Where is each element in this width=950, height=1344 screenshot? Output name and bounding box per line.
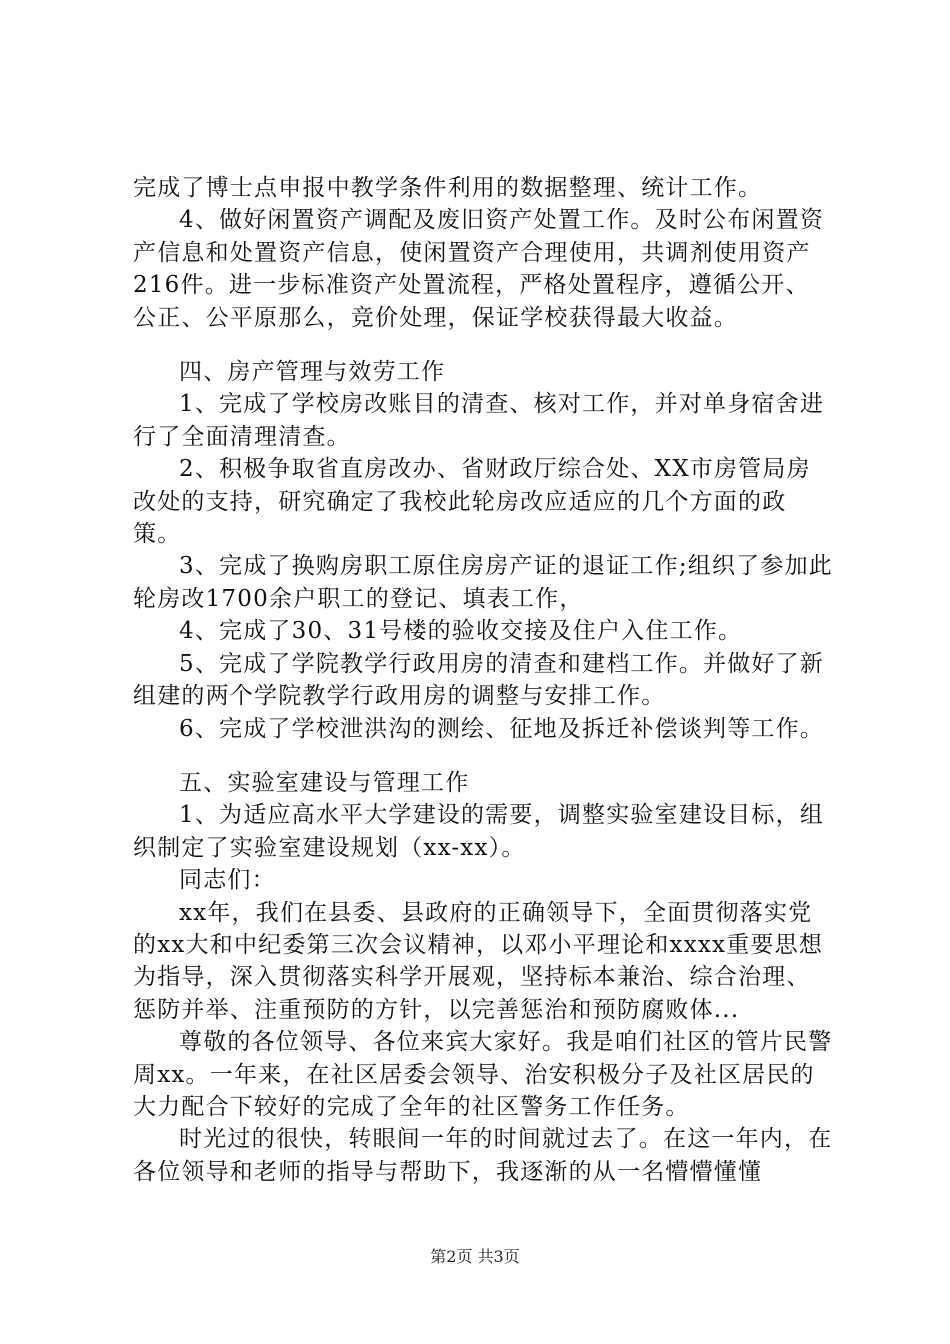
- document-body: [133, 172, 833, 1188]
- paragraph-salutation: 同志们：: [179, 867, 276, 894]
- paragraph-housing-2: 2、积极争取省直房改办、省财政厅综合处、XX市房管局房改处的支持，研究确定了我校此轮房改应适应的几个方面的政策。: [133, 456, 811, 548]
- paragraph-housing-4: 4、完成了30、31号楼的验收交接及住户入住工作。: [179, 618, 743, 645]
- section-heading-housing: 四、房产管理与效劳工作: [179, 359, 446, 386]
- section-heading-lab: 五、实验室建设与管理工作: [179, 769, 470, 796]
- paragraph-housing-6: 6、完成了学校泄洪沟的测绘、征地及拆迁补偿谈判等工作。: [179, 715, 825, 742]
- section-gap: [133, 334, 833, 356]
- paragraph-year-excerpt: 时光过的很快，转眼间一年的时间就过去了。在这一年内，在各位领导和老师的指导与帮助下，我逐渐的从一名懵懵懂懂: [133, 1126, 833, 1185]
- paragraph-housing-3: 3、完成了换购房职工原住房房产证的退证工作;组织了参加此轮房改1700余户职工的登记、填表工作，: [133, 553, 833, 612]
- paragraph-housing-5: 5、完成了学院教学行政用房的清查和建档工作。并做好了新组建的两个学院教学行政用房的调整与安排工作。: [133, 650, 825, 710]
- page-footer: 第2页 共3页: [430, 1247, 520, 1266]
- paragraph-lab-1: 1、为适应高水平大学建设的需要，调整实验室建设目标，组织制定了实验室建设规划（xx-xx）。: [133, 802, 825, 861]
- section-gap: [133, 745, 833, 767]
- paragraph-asset-disposal: 4、做好闲置资产调配及废旧资产处置工作。及时公布闲置资产信息和处置资产信息，使闲置资产合理使用，共调剂使用资产216件。进一步标准资产处置流程，严格处置程序，遵循公开、公正、公平原那么，竞价处理，保证学校获得最大收益。: [133, 207, 825, 331]
- paragraph-continuation: 完成了博士点申报中教学条件利用的数据整理、统计工作。: [133, 175, 763, 201]
- paragraph-police-excerpt: 尊敬的各位领导、各位来宾大家好。我是咱们社区的管片民警周xx。一年来，在社区居委会领导、治安积极分子及社区居民的大力配合下较好的完成了全年的社区警务工作任务。: [133, 1029, 833, 1120]
- paragraph-housing-1: 1、完成了学校房改账目的清查、核对工作，并对单身宿舍进行了全面清理清查。: [133, 391, 825, 450]
- paragraph-report-excerpt: xx年，我们在县委、县政府的正确领导下，全面贯彻落实党的xx大和中纪委第三次会议精神，以邓小平理论和xxxx重要思想为指导，深入贯彻落实科学开展观，坚持标本兼治、综合治理、惩防并举、注重预防的方针，以完善惩治和预防腐败体...: [133, 899, 824, 1023]
